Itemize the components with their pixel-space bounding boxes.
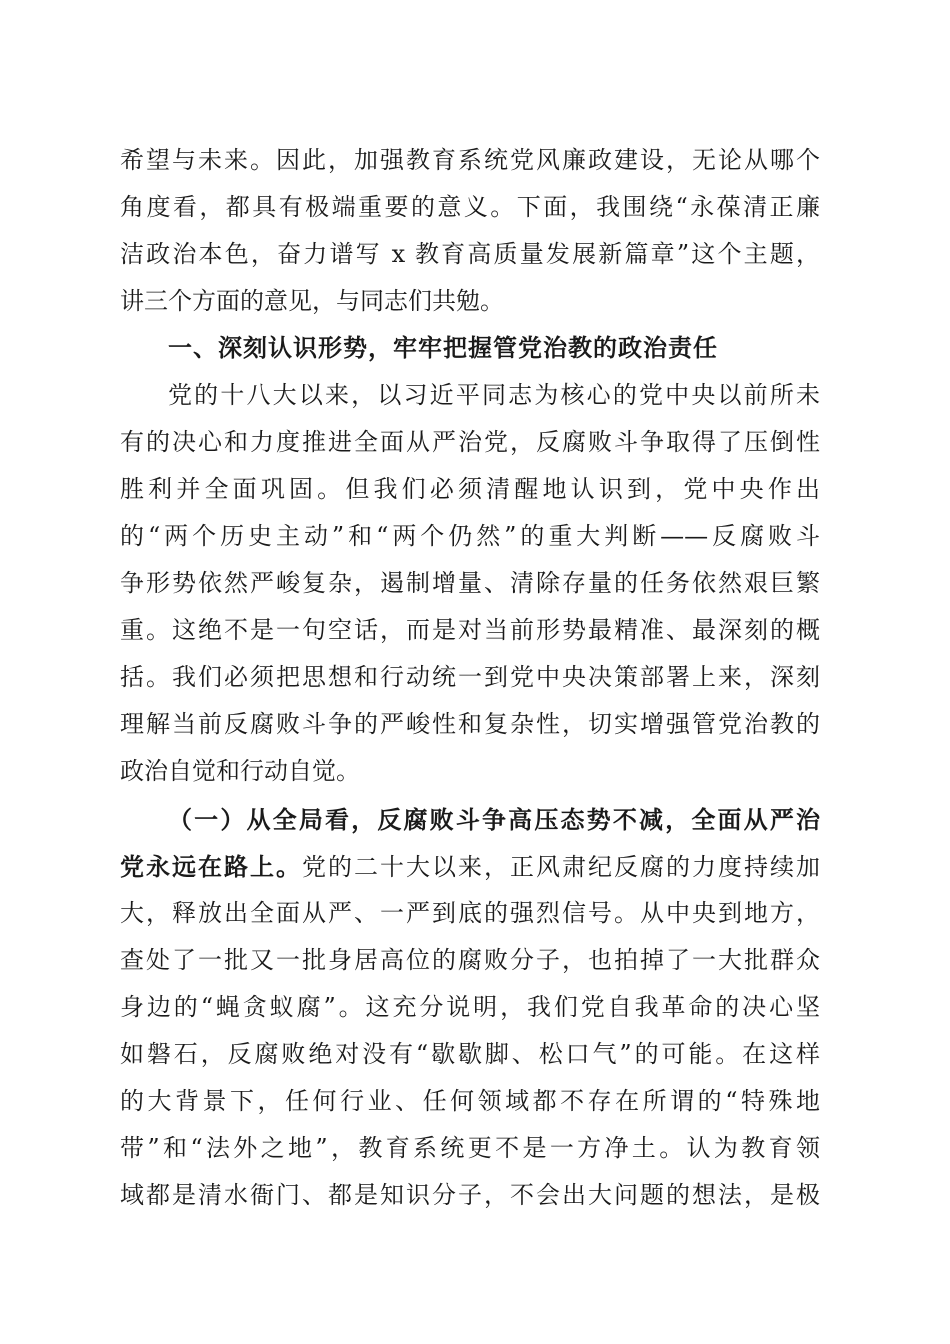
text-line: 胜利并全面巩固。但我们必须清醒地认识到，党中央作出 <box>120 475 820 503</box>
text-line <box>120 843 820 890</box>
text-line: 党的十八大以来，以习近平同志为核心的党中央以前所未 <box>168 381 820 409</box>
text-line: 洁政治本色，奋力谱写 x 教育高质量发展新篇章”这个主题， <box>120 240 820 268</box>
text-line: 的“两个历史主动”和“两个仍然”的重大判断——反腐败斗 <box>120 522 820 550</box>
text-line: 身边的“蝇贪蚁腐”。这充分说明，我们党自我革命的决心坚 <box>120 993 820 1021</box>
text-line: 角度看，都具有极端重要的意义。下面，我围绕“永葆清正廉 <box>120 193 820 221</box>
paragraph-situation <box>120 372 820 795</box>
text-line: 查处了一批又一批身居高位的腐败分子，也拍掉了一大批群众 <box>120 946 820 974</box>
text-line: 大，释放出全面从严、一严到底的强烈信号。从中央到地方， <box>120 899 820 927</box>
paragraph-intro <box>120 137 820 325</box>
text-line: 域都是清水衙门、都是知识分子，不会出大问题的想法，是极 <box>120 1181 820 1209</box>
subheading-tail: 党永远在路上。 <box>120 852 302 881</box>
text-line: 带”和“法外之地”，教育系统更不是一方净土。认为教育领 <box>120 1134 820 1162</box>
text-line: 争形势依然严峻复杂，遏制增量、清除存量的任务依然艰巨繁 <box>120 569 820 597</box>
section-heading <box>120 325 820 372</box>
paragraph-global-view <box>120 796 820 1219</box>
text-line: 希望与未来。因此，加强教育系统党风廉政建设，无论从哪个 <box>120 146 820 174</box>
text-line: 重。这绝不是一句空话，而是对当前形势最精准、最深刻的概 <box>120 616 820 644</box>
text-line: 括。我们必须把思想和行动统一到党中央决策部署上来，深刻 <box>120 663 820 691</box>
text-fragment: 党的二十大以来，正风肃纪反腐的力度持续加 <box>302 853 820 881</box>
text-line: 理解当前反腐败斗争的严峻性和复杂性，切实增强管党治教的 <box>120 710 820 738</box>
subheading-line: （一）从全局看，反腐败斗争高压态势不减，全面从严治 <box>168 805 820 834</box>
text-line: 如磐石，反腐败绝对没有“歇歇脚、松口气”的可能。在这样 <box>120 1040 820 1068</box>
text-line: 有的决心和力度推进全面从严治党，反腐败斗争取得了压倒性 <box>120 428 820 456</box>
text-line: 的大背景下，任何行业、任何领域都不存在所谓的“特殊地 <box>120 1087 820 1115</box>
text-line: 讲三个方面的意见，与同志们共勉。 <box>120 287 504 315</box>
heading-text: 一、深刻认识形势，牢牢把握管党治教的政治责任 <box>168 334 718 362</box>
text-line: 政治自觉和行动自觉。 <box>120 757 360 785</box>
